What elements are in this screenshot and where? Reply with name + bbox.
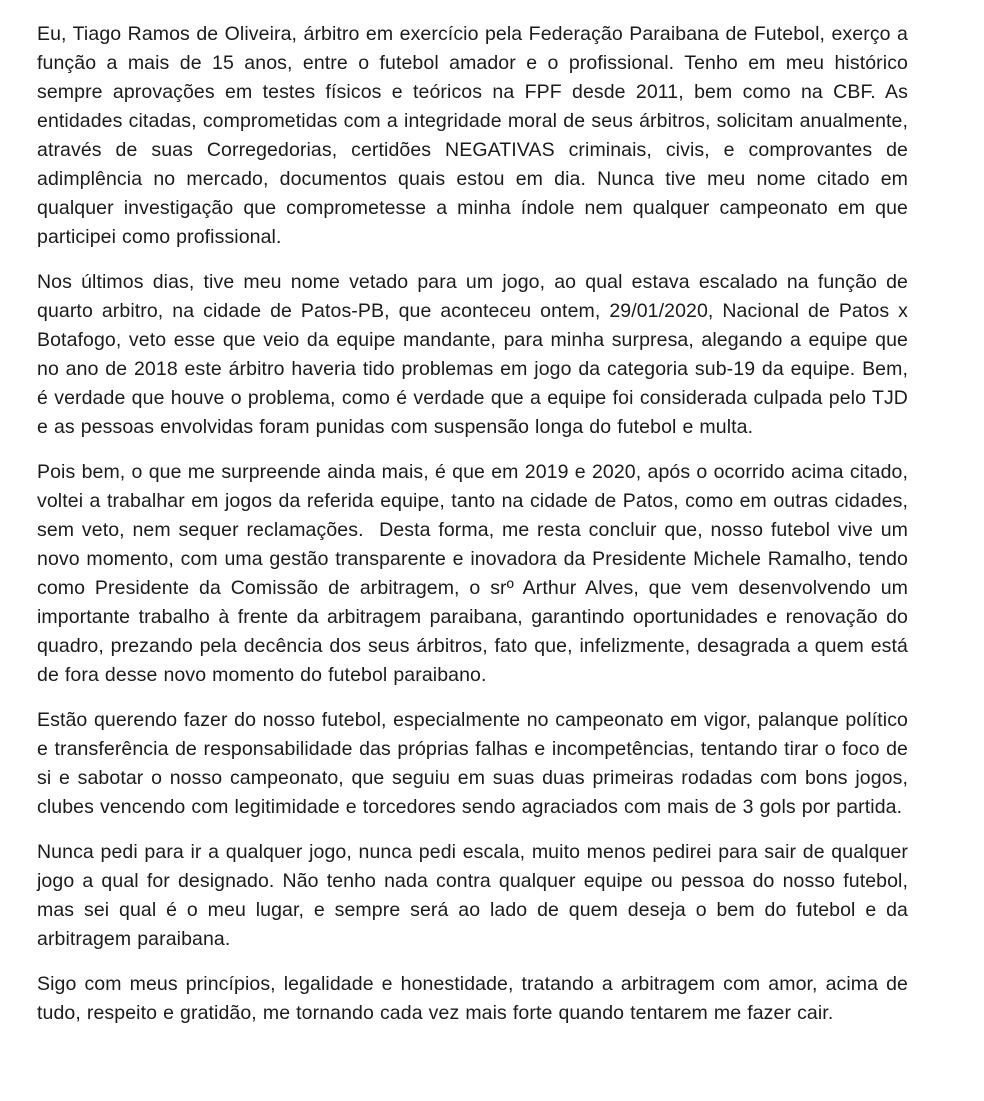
paragraph-new-moment: Pois bem, o que me surpreende ainda mais, é que em 2019 e 2020, após o ocorrido acima citado, voltei a trabalhar em jogos da referida equipe, tanto na cidade de Patos, como em outras cidades, sem veto, nem sequer reclamações. Desta forma, me resta concluir que, nosso futebol vive um novo momento, com uma gestão transparente e inovadora da Presidente Michele Ramalho, tendo como Presidente da Comissão de arbitragem, o srº Arthur Alves, que vem desenvolvendo um importante trabalho à frente da arbitragem paraibana, garantindo oportunidades e renovação do quadro, prezando pela decência dos seus árbitros, fato que, infelizmente, desagrada a quem está de fora desse novo momento do futebol paraibano. xyxy=(37,461,908,686)
paragraph-never-asked: Nunca pedi para ir a qualquer jogo, nunca pedi escala, muito menos pedirei para sair de qualquer jogo a qual for designado. Não tenho nada contra qualquer equipe ou pessoa do nosso futebol, mas sei qual é o meu lugar, e sempre será ao lado de quem deseja o bem do futebol e da arbitragem paraibana. xyxy=(37,841,908,950)
paragraph-veto-incident: Nos últimos dias, tive meu nome vetado para um jogo, ao qual estava escalado na função de quarto arbitro, na cidade de Patos-PB, que aconteceu ontem, 29/01/2020, Nacional de Patos x Botafogo, veto esse que veio da equipe mandante, para minha surpresa, alegando a equipe que no ano de 2018 este árbitro haveria tido problemas em jogo da categoria sub-19 da equipe. Bem, é verdade que houve o problema, como é verdade que a equipe foi considerada culpada pelo TJD e as pessoas envolvidas foram punidas com suspensão longa do futebol e multa. xyxy=(37,271,908,438)
paragraph-political-platform: Estão querendo fazer do nosso futebol, especialmente no campeonato em vigor, palanque político e transferência de responsabilidade das próprias falhas e incompetências, tentando tirar o foco de si e sabotar o nosso campeonato, que seguiu em suas duas primeiras rodadas com bons jogos, clubes vencendo com legitimidade e torcedores sendo agraciados com mais de 3 gols por partida. xyxy=(37,709,908,818)
paragraph-closing-principles: Sigo com meus princípios, legalidade e honestidade, tratando a arbitragem com amor, acima de tudo, respeito e gratidão, me tornando cada vez mais forte quando tentarem me fazer cair. xyxy=(37,973,908,1024)
paragraph-intro-credentials: Eu, Tiago Ramos de Oliveira, árbitro em exercício pela Federação Paraibana de Futebol, exerço a função a mais de 15 anos, entre o futebol amador e o profissional. Tenho em meu histórico sempre aprovações em testes físicos e teóricos na FPF desde 2011, bem como na CBF. As entidades citadas, comprometidas com a integridade moral de seus árbitros, solicitam anualmente, através de suas Corregedorias, certidões NEGATIVAS criminais, civis, e comprovantes de adimplência no mercado, documentos quais estou em dia. Nunca tive meu nome citado em qualquer investigação que comprometesse a minha índole nem qualquer campeonato em que participei como profissional. xyxy=(37,23,908,248)
